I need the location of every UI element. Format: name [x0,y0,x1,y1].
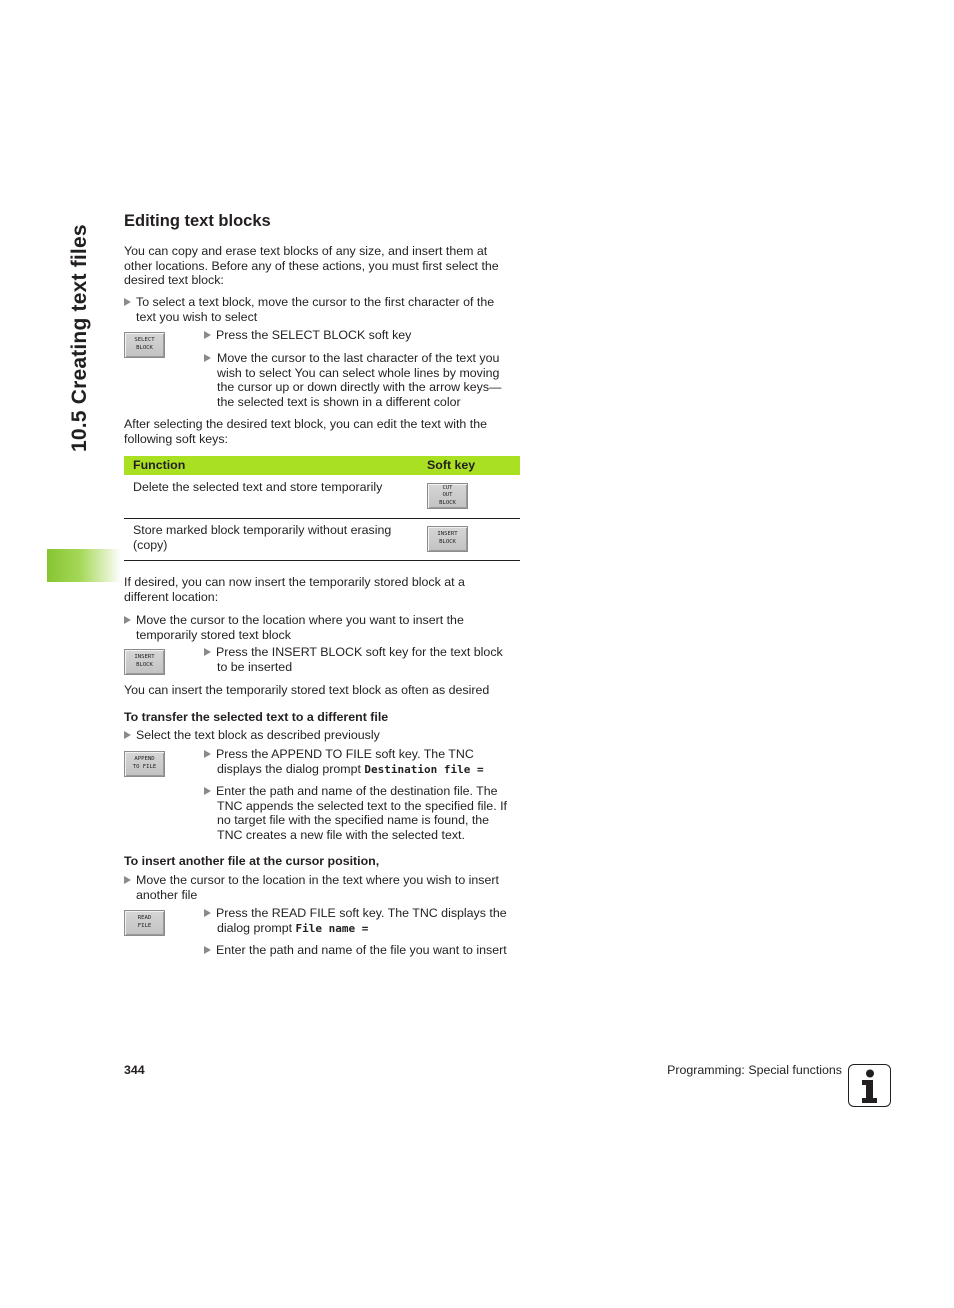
after-select-paragraph [124,417,524,446]
arrow-bullet-icon [204,331,211,339]
arrow-bullet-icon [204,909,211,917]
text-line: the cursor up or down directly with the arrow keys— [217,380,502,395]
text-line: desired text block: [124,273,224,288]
text-line: wish to select You can select whole lines by moving [217,365,500,380]
text-line: You can copy and erase text blocks of any size, and insert them at [124,244,488,258]
text-line: other locations. Before any of these actions, you must first select the [124,258,499,273]
text-line: Enter the path and name of the destination file. The [216,784,498,798]
chapter-title-text: 10.5 Creating text files [68,224,91,452]
table-row-function [133,480,418,495]
text-line: Delete the selected text and store temporarily [133,480,383,494]
transfer-heading: To transfer the selected text to a different file [124,710,389,724]
dialog-prompt-code: Destination file = [364,762,484,776]
page-number: 344 [124,1063,145,1077]
arrow-bullet-icon [204,787,211,795]
text-line: Press the SELECT BLOCK soft key [216,328,412,342]
insert-note: You can insert the temporarily stored text block as often as desired [124,683,490,697]
text-line: Press the INSERT BLOCK soft key for the text block [216,645,503,659]
dialog-prompt-code: File name = [295,921,369,935]
append-to-file-softkey[interactable]: APPEND TO FILE [124,751,165,777]
text-line: no target file with the specified name is found, the [217,813,490,828]
select-block-softkey[interactable]: SELECT BLOCK [124,332,165,358]
text-line: Press the APPEND TO FILE soft key. The TNC [216,747,474,761]
table-bottom-rule [124,560,520,561]
arrow-bullet-icon [124,616,131,624]
text-fragment: displays the dialog prompt [217,761,365,776]
text-line: TNC appends the selected text to the specified file. If [217,798,507,813]
column-header-function: Function [133,458,186,472]
arrow-bullet-icon [204,354,211,362]
text-line [216,921,507,937]
insert-intro-paragraph [124,575,524,604]
text-line: Store marked block temporarily without erasing [133,523,392,537]
table-row-divider [124,518,520,519]
text-line: text you wish to select [136,309,258,324]
section-heading: Editing text blocks [124,212,271,230]
cut-out-block-softkey[interactable]: CUT OUT BLOCK [427,483,468,509]
text-line: Move the cursor to the last character of the text you [217,351,500,365]
arrow-bullet-icon [124,731,131,739]
text-line [216,762,484,778]
table-row-function [133,523,418,552]
chapter-tab-marker [47,549,121,582]
footer-chapter: Programming: Special functions [667,1063,842,1077]
text-line: the selected text is shown in a different color [217,394,461,409]
text-line: another file [136,887,198,902]
arrow-bullet-icon [204,750,211,758]
intro-paragraph [124,244,524,288]
arrow-bullet-icon [124,298,131,306]
text-line: Move the cursor to the location in the text where you wish to insert [136,873,499,887]
text-line: Move the cursor to the location where you want to insert the [136,613,464,627]
text-line: TNC creates a new file with the selected text. [217,827,465,842]
text-line: different location: [124,589,219,604]
arrow-bullet-icon [124,876,131,884]
insert-file-heading: To insert another file at the cursor position, [124,854,380,868]
column-header-softkey: Soft key [427,458,476,472]
arrow-bullet-icon [204,648,211,656]
text-line: Press the READ FILE soft key. The TNC displays the [216,906,507,920]
text-line: temporarily stored text block [136,627,291,642]
insert-block-softkey[interactable]: INSERT BLOCK [427,526,468,552]
read-file-softkey[interactable]: READ FILE [124,910,165,936]
text-line: To select a text block, move the cursor to the first character of the [136,295,495,309]
text-fragment: dialog prompt [217,920,296,935]
insert-block-softkey[interactable]: INSERT BLOCK [124,649,165,675]
text-line: After selecting the desired text block, you can edit the text with the [124,417,487,431]
text-line: If desired, you can now insert the temporarily stored block at a [124,575,465,589]
text-line: (copy) [133,537,168,552]
info-icon [848,1064,891,1107]
arrow-bullet-icon [204,946,211,954]
text-line: Select the text block as described previously [136,728,380,742]
text-line: following soft keys: [124,431,228,446]
text-line: Enter the path and name of the file you want to insert [216,943,507,957]
text-line: to be inserted [217,659,293,674]
